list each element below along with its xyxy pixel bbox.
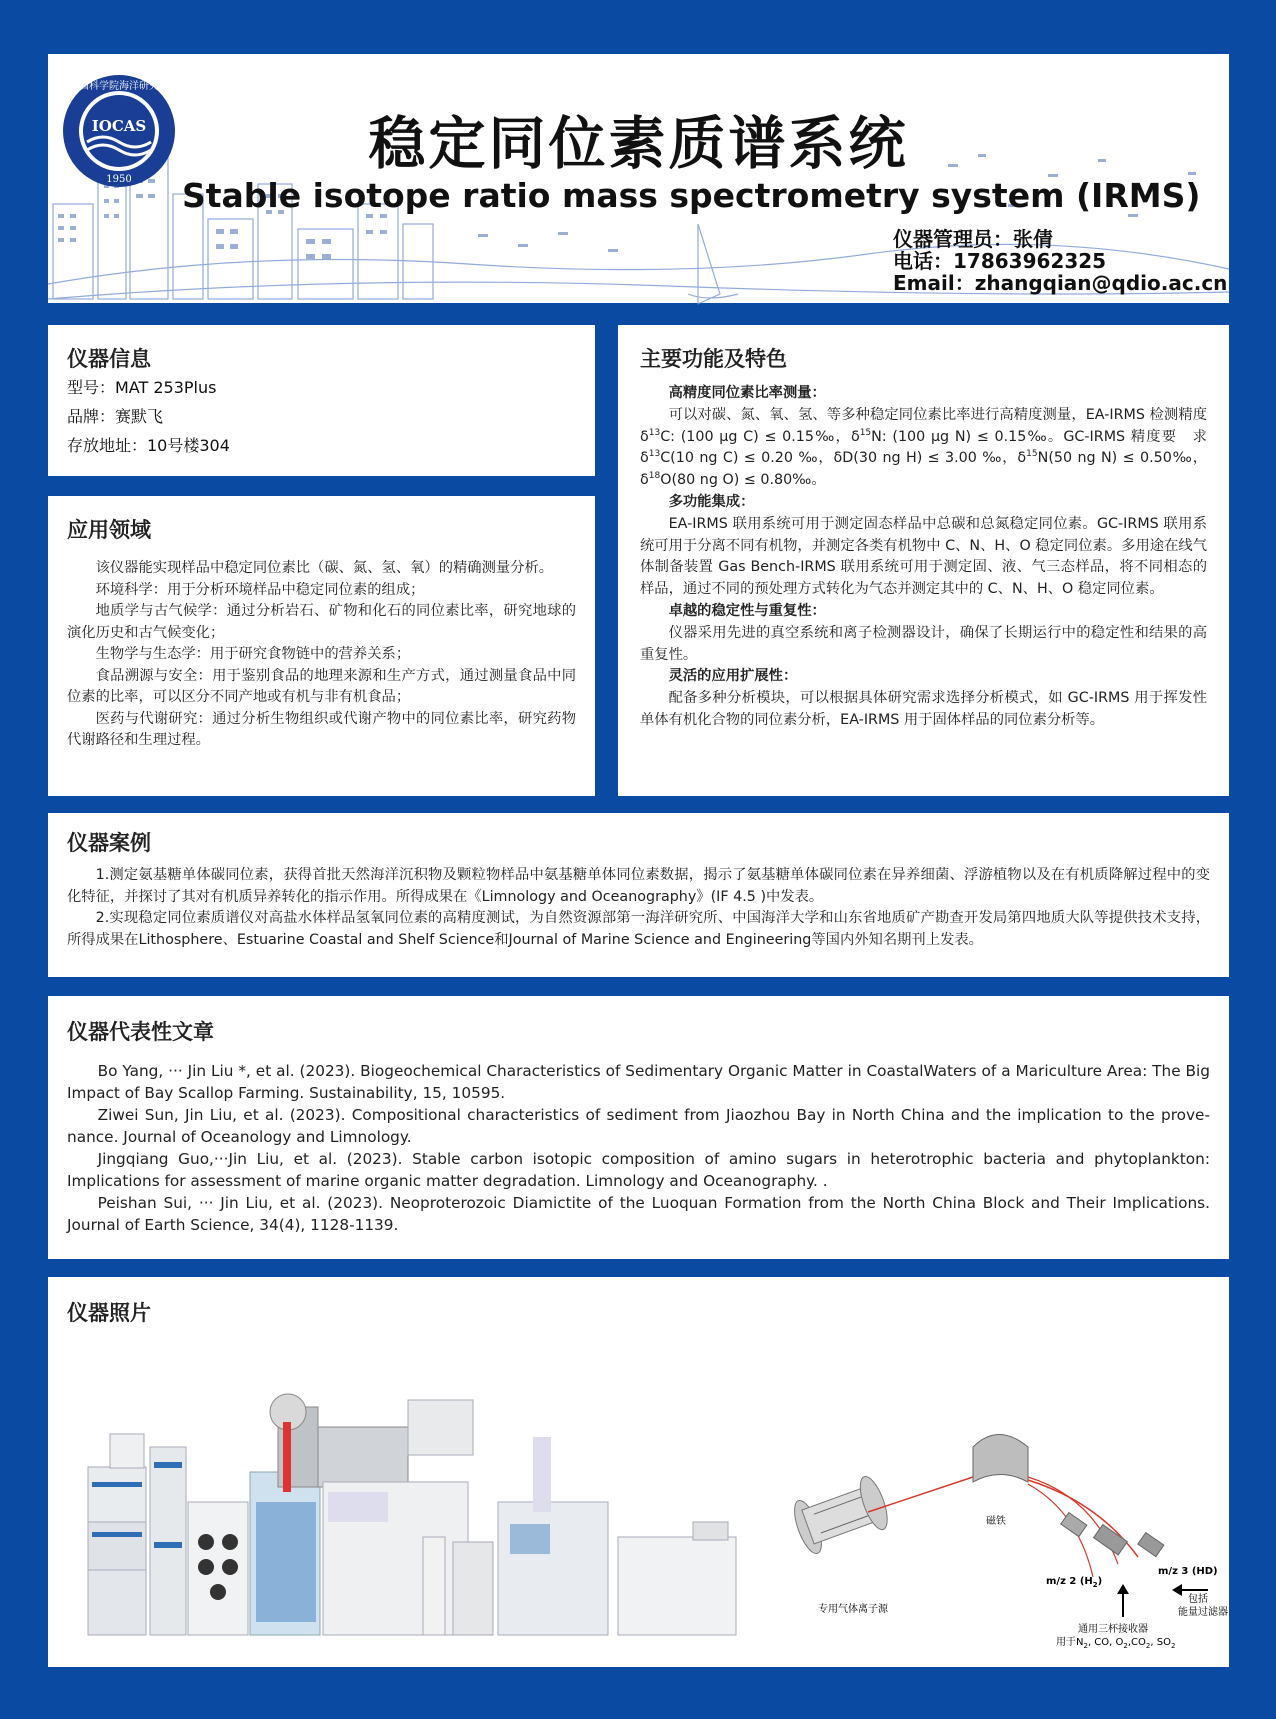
publication-item: Ziwei Sun, Jin Liu, et al. (2023). Compositional characteristics of sediment from Jiaozhou Bay in North China and the implication to the prove-nance. Journal of Oceanology and Limnology. xyxy=(67,1106,1210,1146)
mz2-label: m/z 2 $(H_2)$ xyxy=(1046,1576,1103,1589)
application-paragraph: 食品溯源与安全：用于鉴别食品的地理来源和生产方式，通过测量食品中同位素的比率，可以区分不同产地或有机与非有机食品； xyxy=(67,667,576,705)
photos-panel xyxy=(48,1277,1229,1667)
instrument-info-panel xyxy=(48,325,595,476)
model-field: 型号：MAT 253Plus xyxy=(67,378,217,397)
phone-number: 电话：17863962325 xyxy=(893,249,1107,273)
irms-schematic-diagram xyxy=(789,1435,1228,1651)
application-paragraph: 医药与代谢研究：通过分析生物组织或代谢产物中的同位素比率，研究药物代谢路径和生理过程。 xyxy=(67,710,576,748)
feature-text: 可以对碳、氮、氧、氢、等多种稳定同位素比率进行高精度测量，EA-IRMS 检测精度 $\delta^{13}C$: (100 μg C) ≤ 0.15‰，$\delta^{15}N$: (100 μg N) ≤ 0.15‰。GC-IRMS 精度要 求 $\delta^{13}C(10$ ng C) ≤ 0.20 ‰，δD(30 ng H) ≤ 3.00 ‰，$\delta^{15}N(50$ ng N) ≤ 0.50‰，$\delta^{18}O(80$ ng O) ≤ 0.80‰。 xyxy=(640,406,1207,489)
manager-name: 仪器管理员：张倩 xyxy=(893,227,1053,251)
section-title: 仪器信息 xyxy=(67,347,151,371)
section-title: 仪器照片 xyxy=(67,1301,151,1325)
instrument-photo-area xyxy=(78,1352,1228,1652)
section-title: 仪器代表性文章 xyxy=(67,1020,214,1044)
section-title: 应用领域 xyxy=(67,518,151,542)
feature-text: 仪器采用先进的真空系统和离子检测器设计，确保了长期运行中的稳定性和结果的高重复性。 xyxy=(640,624,1207,663)
page-title: 稳定同位素质谱系统 xyxy=(368,111,909,177)
contact-block xyxy=(893,228,1227,294)
features-panel xyxy=(618,325,1229,796)
publications-panel xyxy=(48,996,1229,1259)
brand-field: 品牌：赛默飞 xyxy=(67,407,164,426)
application-paragraph: 地质学与古气候学：通过分析岩石、矿物和化石的同位素比率，研究地球的演化历史和古气候变化； xyxy=(67,603,576,641)
application-paragraph: 环境科学：用于分析环境样品中稳定同位素的组成； xyxy=(95,581,425,598)
logo-ring-text: 中国科学院海洋研究所 xyxy=(69,81,169,92)
feature-heading: 灵活的应用扩展性： xyxy=(668,668,798,685)
publication-item: Jingqiang Guo,···Jin Liu, et al. (2023). Stable carbon isotopic composition of amino sugars in heterotrophic bacteria and phytoplankton: Implications for assessment of marine organic matter degradation. Limnology and Oceanography. . xyxy=(67,1150,1210,1190)
application-panel xyxy=(48,496,595,796)
application-paragraph: 该仪器能实现样品中稳定同位素比（碳、氮、氢、氧）的精确测量分析。 xyxy=(95,560,554,576)
logo-year: 1950 xyxy=(106,174,132,185)
section-title: 主要功能及特色 xyxy=(640,347,787,371)
collector-label-2: 用于$N_2$, CO, $O_2,CO_2$, $SO_2$ xyxy=(1056,1637,1176,1650)
cases-panel xyxy=(48,813,1229,977)
filter-label-2: 能量过滤器 xyxy=(1178,1607,1228,1618)
location-field: 存放地址：10号楼304 xyxy=(67,436,230,455)
feature-heading: 卓越的稳定性与重复性： xyxy=(668,602,826,619)
page-subtitle: Stable isotope ratio mass spectrometry system (IRMS) xyxy=(182,176,1201,215)
feature-heading: 多功能集成： xyxy=(668,493,755,510)
feature-heading: 高精度同位素比率测量： xyxy=(668,385,826,401)
feature-text: EA-IRMS 联用系统可用于测定固态样品中总碳和总氮稳定同位素。GC-IRMS 联用系统可用于分离不同有机物，并测定各类有机物中 C、N、H、O 稳定同位素。多用途在线气体制备装置 Gas Bench-IRMS 联用系统可用于测定固、液、气三态样品，将不同相态的样品，通过不同的预处理方式转化为气态并测定其中的 C、N、H、O 稳定同位素。 xyxy=(640,515,1207,598)
magnet-label: 磁铁 xyxy=(986,1516,1006,1527)
magnet-drawing xyxy=(973,1435,1028,1483)
filter-label-1: 包括 xyxy=(1188,1594,1208,1605)
collector-label-1: 通用三杯接收器 xyxy=(1078,1624,1148,1635)
ion-source-drawing xyxy=(789,1473,893,1556)
mz3-label: m/z 3 (HD) xyxy=(1158,1566,1218,1577)
section-title: 仪器案例 xyxy=(67,831,151,855)
logo-text: IOCAS xyxy=(91,117,147,135)
publication-item: Peishan Sui, ··· Jin Liu, et al. (2023). Neoproterozoic Diamictite of the Luoquan Formation from the North China Block and Their Implications. Journal of Earth Science, 34(4), 1128-1139. xyxy=(67,1194,1210,1234)
case-item: 1.测定氨基糖单体碳同位素，获得首批天然海洋沉积物及颗粒物样品中氨基糖单体同位素数据，揭示了氨基糖单体碳同位素在异养细菌、浮游植物以及在有机质降解过程中的变化特征，并探讨了其对有机质异养转化的指示作用。所得成果在《Limnology and Oceanography》(IF 4.5 )中发表。 xyxy=(67,867,1210,905)
application-paragraph: 生物学与生态学：用于研究食物链中的营养关系； xyxy=(95,646,411,662)
publication-item: Bo Yang, ··· Jin Liu *, et al. (2023). Biogeochemical Characteristics of Sedimentary Organic Matter in CoastalWaters of a Mariculture Area: The Big Impact of Bay Scallop Farming. Sustainability, 15, 10595. xyxy=(67,1062,1210,1102)
ion-source-label: 专用气体离子源 xyxy=(818,1604,888,1615)
header-banner xyxy=(48,54,1229,303)
email-address[interactable]: Email：zhangqian@qdio.ac.cn xyxy=(893,271,1228,295)
feature-text: 配备多种分析模块，可以根据具体研究需求选择分析模式，如 GC-IRMS 用于挥发性单体有机化合物的同位素分析，EA-IRMS 用于固体样品的同位素分析等。 xyxy=(640,690,1207,728)
case-item: 2.实现稳定同位素质谱仪对高盐水体样品氢氧同位素的高精度测试，为自然资源部第一海洋研究所、中国海洋大学和山东省地质矿产勘查开发局第四地质大队等提供技术支持，所得成果在Lithosphere、Estuarine Coastal and Shelf Science和Journal of Marine Science and Engineering等国内外知名期刊上发表。 xyxy=(67,910,1210,948)
instrument-photo xyxy=(88,1394,736,1635)
